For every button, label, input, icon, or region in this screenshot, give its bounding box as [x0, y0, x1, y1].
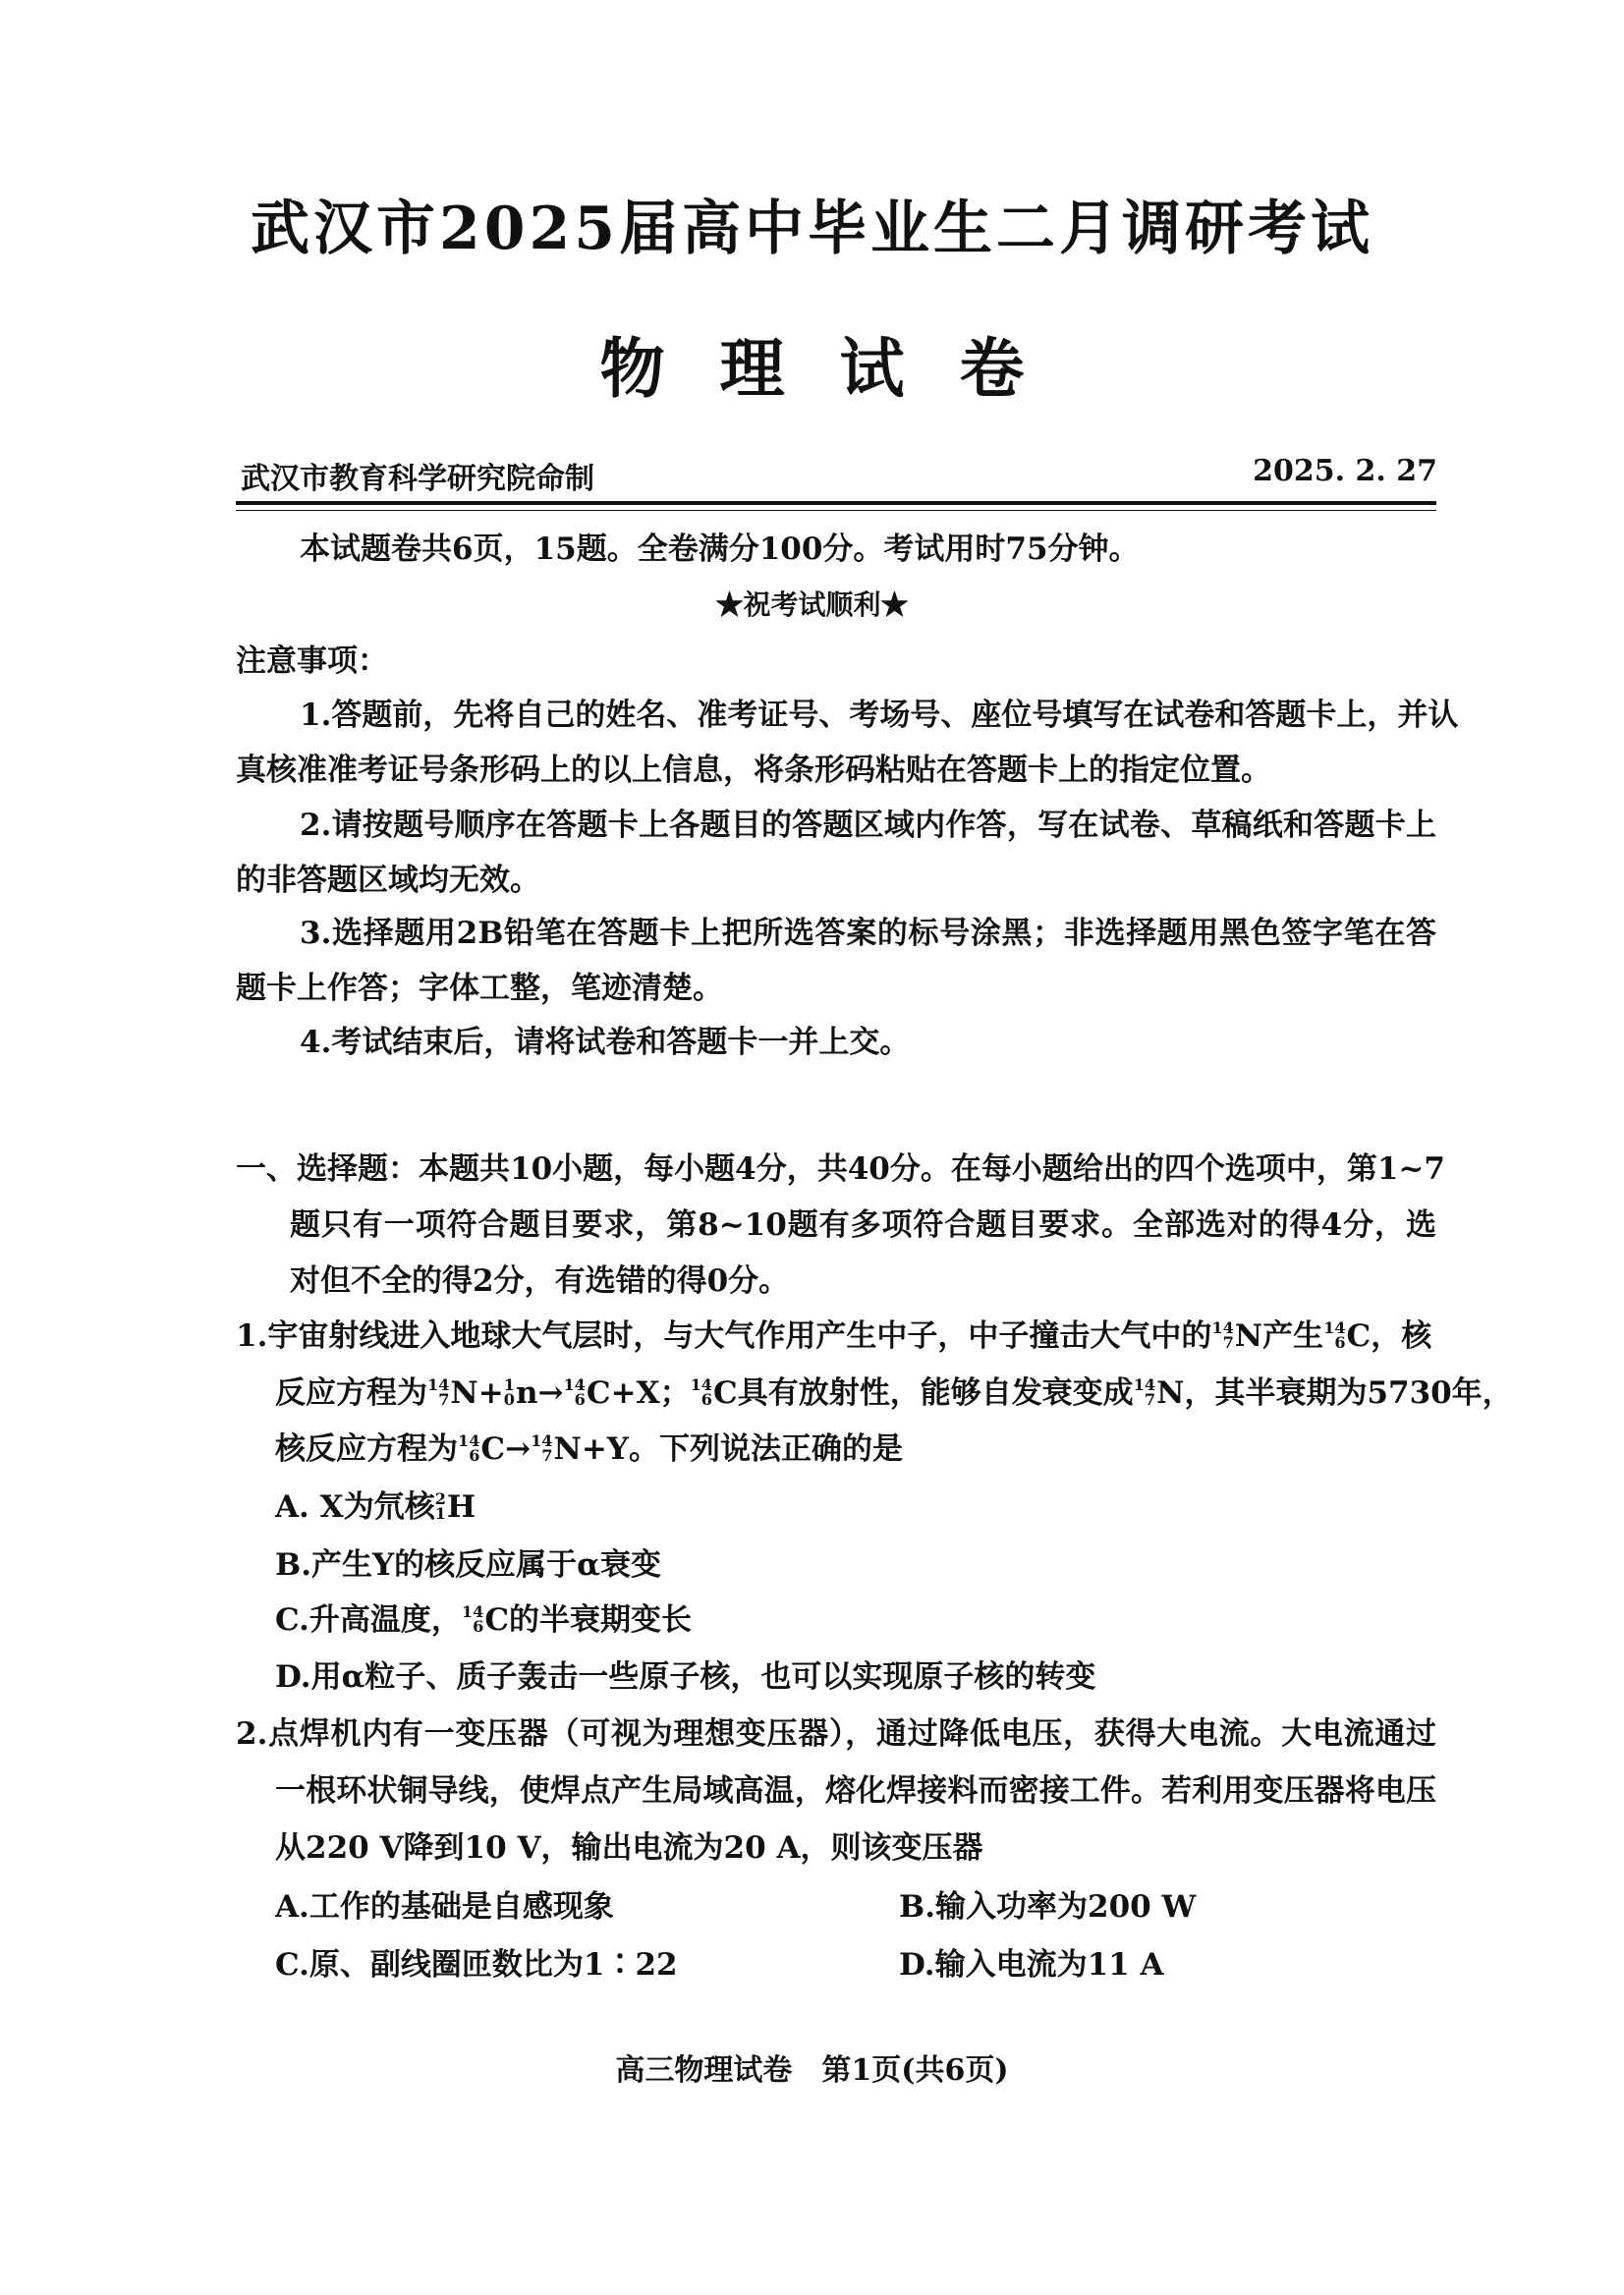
q2-stem-line: 2.点焊机内有一变压器（可视为理想变压器），通过降低电压，获得大电流。大电流通过: [236, 1716, 1436, 1752]
section-heading: 对但不全的得2分，有选错的得0分。: [290, 1263, 790, 1299]
page-footer: 高三物理试卷 第1页(共6页): [615, 2053, 1009, 2088]
exam-date: 2025. 2. 27: [1253, 454, 1437, 488]
nuclide-c14: 14 6: [1323, 1318, 1346, 1352]
wish-text: ★祝考试顺利★: [715, 588, 909, 621]
q2-stem-line: 从220 V降到10 V，输出电流为20 A，则该变压器: [275, 1830, 983, 1866]
nuclide-c14: 14 6: [563, 1375, 586, 1409]
notice-title: 注意事项：: [236, 644, 388, 679]
q2-option-d: D.输入电流为11 A: [899, 1947, 1164, 1983]
nuclide-c14: 14 6: [690, 1375, 713, 1409]
nuclide-n14: 14 7: [1133, 1375, 1156, 1409]
exam-summary: 本试题卷共6页，15题。全卷满分100分。考试用时75分钟。: [300, 532, 1140, 567]
q1-stem-line: 1.宇宙射线进入地球大气层时，与大气作用产生中子，中子撞击大气中的 14 7 N产生 14 6 C，核: [236, 1318, 1432, 1354]
notice-line: 的非答题区域均无效。: [236, 863, 540, 898]
q1-option-a: A. X为氘核 2 1 H: [275, 1489, 476, 1525]
q2-stem-line: 一根环状铜导线，使焊点产生局域高温，熔化焊接料而密接工件。若利用变压器将电压: [275, 1773, 1436, 1809]
notice-line: 1.答题前，先将自己的姓名、准考证号、考场号、座位号填写在试卷和答题卡上，并认: [300, 698, 1459, 733]
nuclide-c14: 14 6: [461, 1602, 484, 1636]
q1-stem-line: 核反应方程为 14 6 C→ 14 7 N+Y。下列说法正确的是: [275, 1431, 903, 1467]
notice-line: 真核准准考证号条形码上的以上信息，将条形码粘贴在答题卡上的指定位置。: [236, 753, 1271, 788]
section-heading: 一、选择题：本题共10小题，每小题4分，共40分。在每小题给出的四个选项中，第1~7: [236, 1151, 1445, 1187]
notice-line: 3.选择题用2B铅笔在答题卡上把所选答案的标号涂黑；非选择题用黑色签字笔在答: [300, 916, 1436, 951]
nuclide-c14: 14 6: [458, 1431, 480, 1465]
nuclide-neutron: 1 0: [503, 1375, 515, 1409]
q2-option-c: C.原、副线圈匝数比为1∶22: [275, 1947, 678, 1983]
q2-option-a: A.工作的基础是自感现象: [275, 1889, 614, 1925]
subject-char: 卷: [959, 330, 1025, 407]
section-heading: 题只有一项符合题目要求，第8~10题有多项符合题目要求。全部选对的得4分，选: [290, 1207, 1436, 1243]
notice-line: 2.请按题号顺序在答题卡上各题目的答题区域内作答，写在试卷、草稿纸和答题卡上: [300, 808, 1436, 843]
issuing-org: 武汉市教育科学研究院命制: [241, 462, 594, 496]
subject-char: 物: [599, 330, 665, 407]
nuclide-h2: 2 1: [434, 1489, 446, 1523]
nuclide-n14: 14 7: [531, 1431, 553, 1465]
header-rule-thick: [236, 501, 1436, 505]
q1-option-b: B.产生Y的核反应属于α衰变: [275, 1547, 661, 1583]
q2-option-b: B.输入功率为200 W: [899, 1889, 1197, 1925]
nuclide-n14: 14 7: [427, 1375, 450, 1409]
subject-char: 试: [839, 330, 905, 407]
header-rule-thin: [236, 510, 1436, 511]
exam-subject-title: [0, 316, 1624, 410]
exam-title: 武汉市2025届高中毕业生二月调研考试: [251, 195, 1373, 263]
notice-line: 4.考试结束后，请将试卷和答题卡一并上交。: [300, 1025, 911, 1060]
notice-line: 题卡上作答；字体工整，笔迹清楚。: [236, 971, 723, 1006]
q1-option-d: D.用α粒子、质子轰击一些原子核，也可以实现原子核的转变: [275, 1659, 1096, 1695]
q1-stem-line: 反应方程为 14 7 N+ 1 0 n→ 14 6 C+X； 14 6 C具有放射性，能够自发衰变成 14 7 N，其半衰期为5730年，: [275, 1375, 1513, 1411]
nuclide-n14: 14 7: [1211, 1318, 1234, 1352]
subject-char: 理: [719, 330, 785, 407]
q1-option-c: C.升高温度， 14 6 C的半衰期变长: [275, 1602, 693, 1638]
